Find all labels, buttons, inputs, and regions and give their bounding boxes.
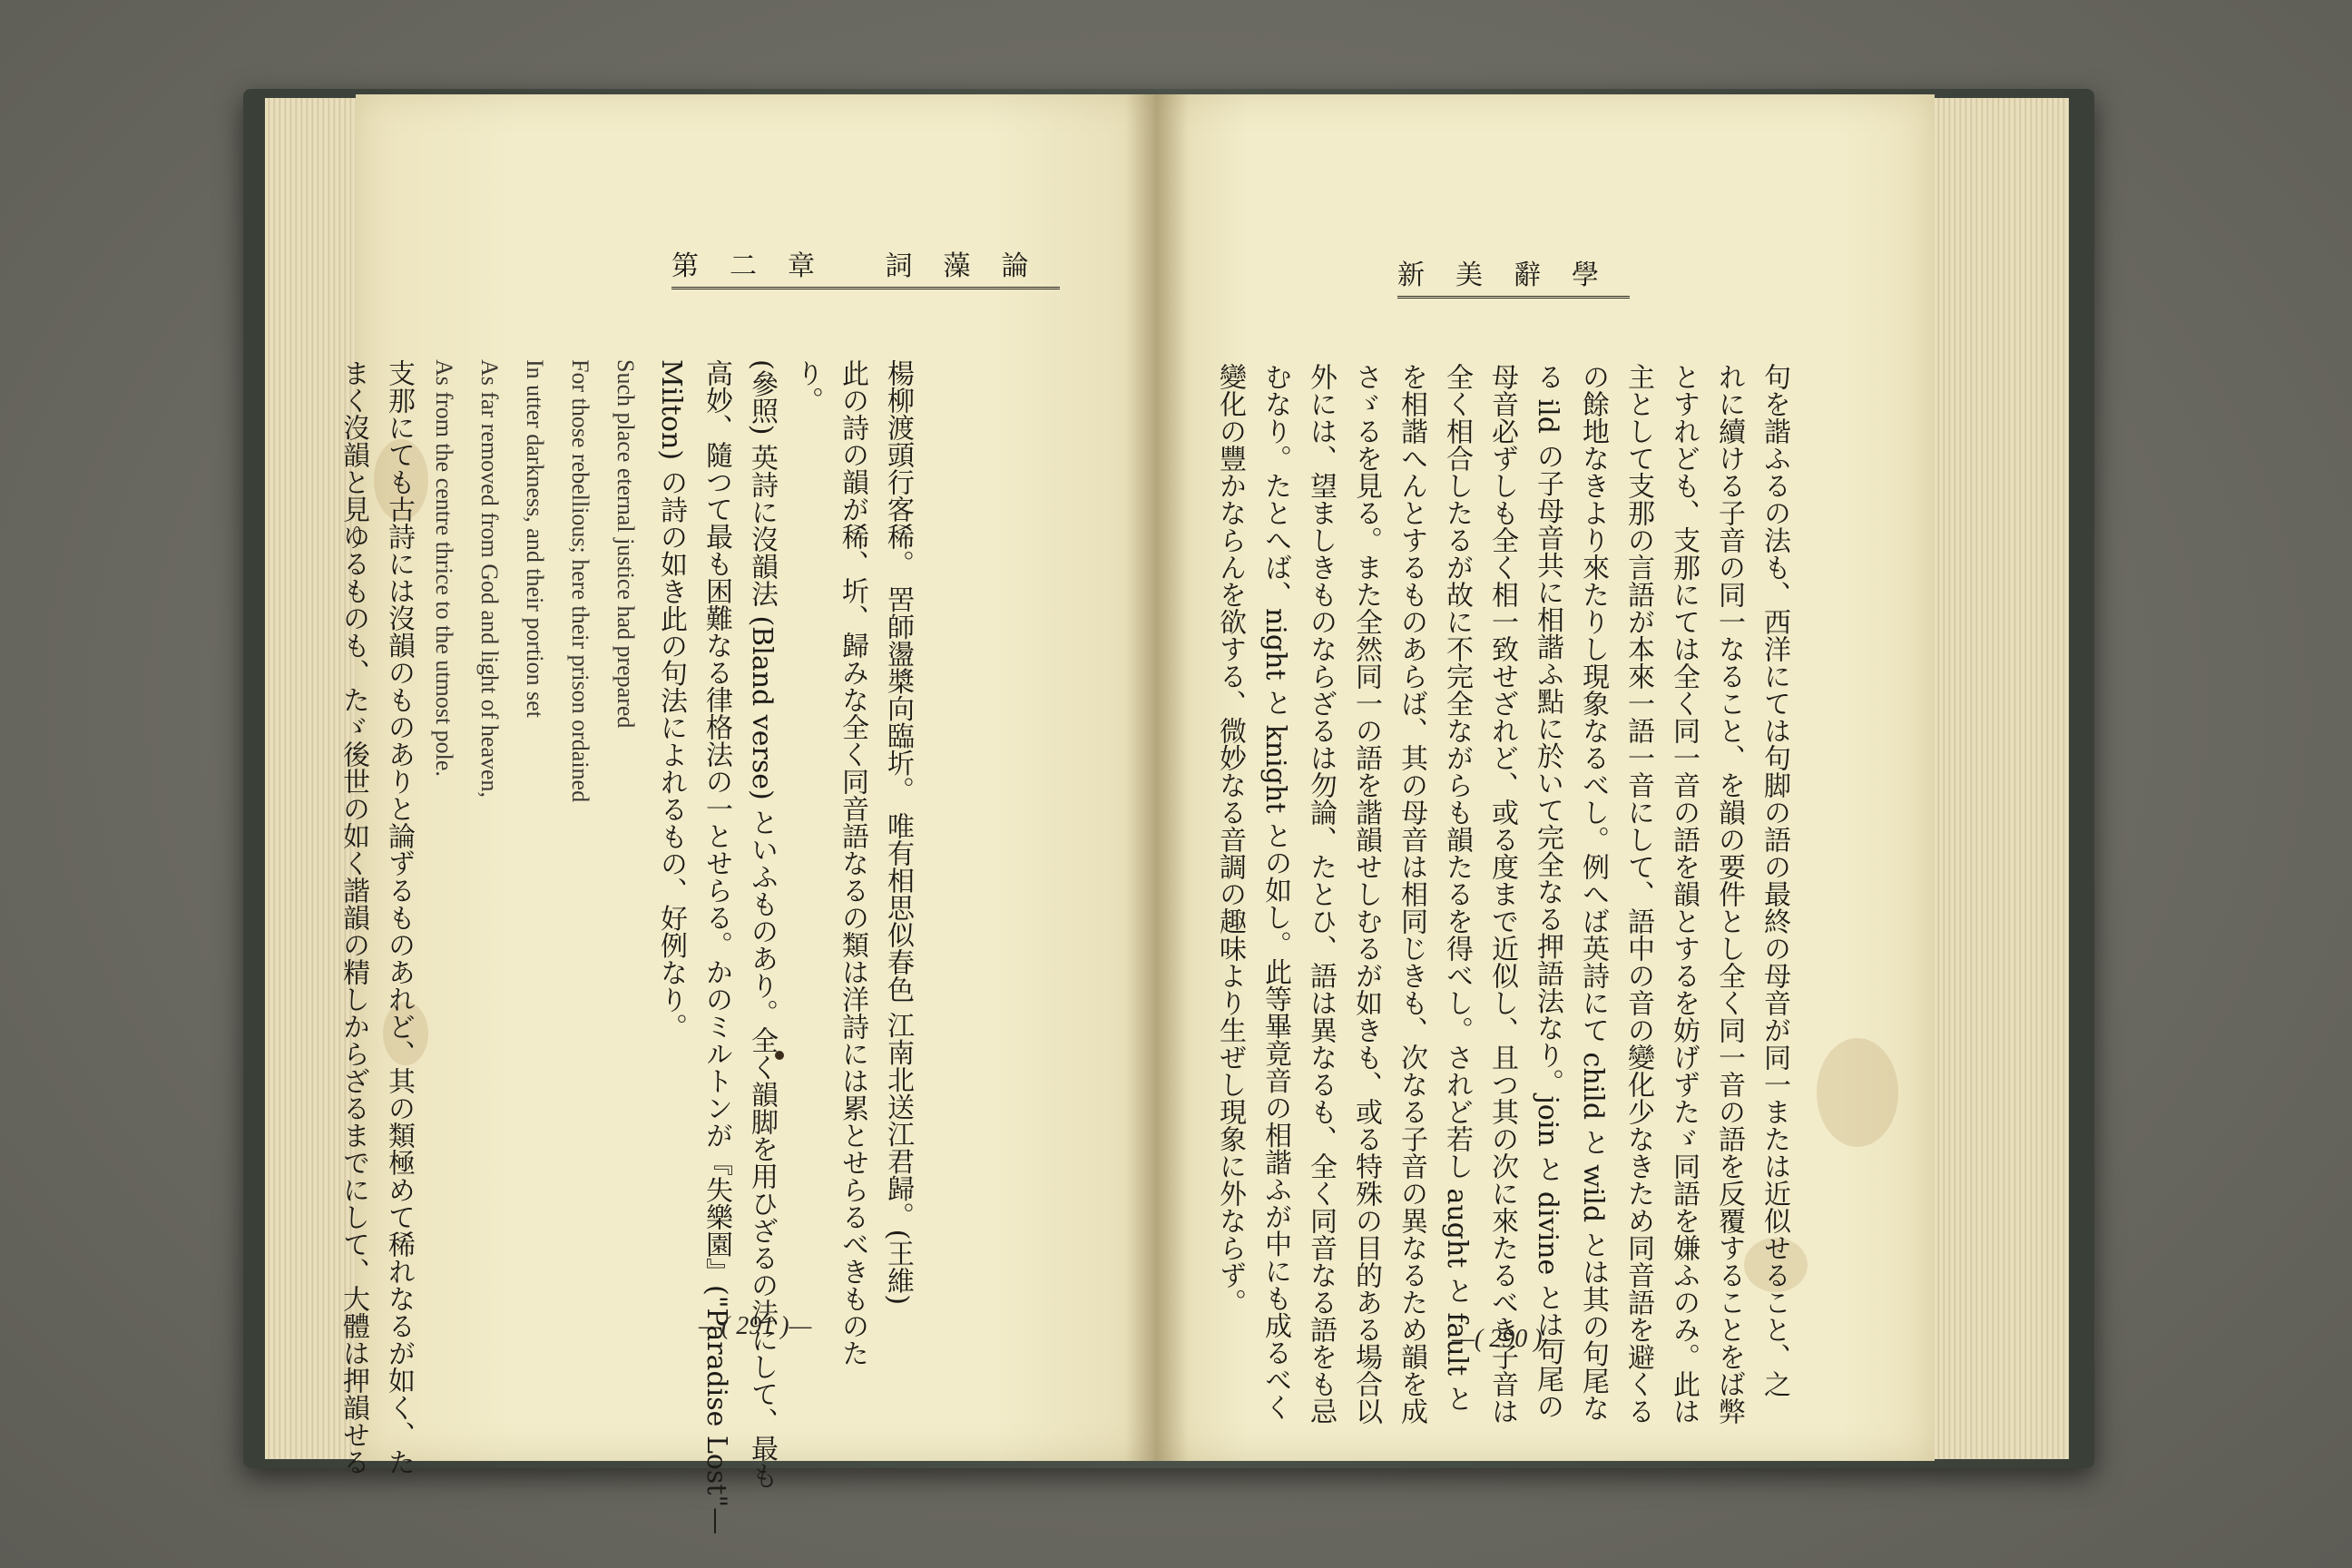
right-page-edges <box>1924 98 2069 1459</box>
text-line: 全く相合したるが故に不完全ながらも韻たるを得べし。されど若し aught と fault と <box>1441 363 1473 1412</box>
text-line: さゞるを見る。また全然同一の語を諧韻せしむるが如きも、或る特殊の目的ある場合以 <box>1350 363 1382 1425</box>
text-line: 母音必ずしも全く相一致せざれど、或る度まで近似し、且つ其の次に來たるべき子音は <box>1486 363 1518 1425</box>
text-line: を相諧へんとするものあらば、其の母音は相同じきも、次なる子音の異なるため韻を成 <box>1396 363 1427 1425</box>
page-number-right: —( 290 )— <box>1452 1325 1565 1353</box>
text-line: れに續ける子音の同一なること、を韻の要件とし全く同一音の語を反覆することをば弊 <box>1713 363 1745 1425</box>
running-header-right: 新美辭學 <box>1397 252 1630 299</box>
text-line: 變化の豐かならんを欲する、微妙なる音調の趣味より生ぜし現象に外ならず。 <box>1214 363 1246 1316</box>
book-gutter <box>1125 94 1189 1461</box>
text-line: 此の詩の韻が稀、圻、歸みな全く同音語なるの類は洋詩には累とせらるべきものた <box>837 359 868 1367</box>
foxing-stain <box>1817 1038 1898 1147</box>
poem-line: As far removed from God and light of heaven, <box>476 359 503 799</box>
text-line: り。 <box>791 359 823 414</box>
running-header-left: 第二章 詞藻論 <box>671 243 1060 289</box>
text-line: むなり。たとへば、night と knight との如し。此等畢竟音の相諧ふが中にも成るべく <box>1259 363 1291 1421</box>
text-line: (參照) 英詩に沒韻法 (Bland verse) といふものあり。全く韻脚を用ひざるの法にして、最も <box>746 359 778 1490</box>
text-line: まく沒韻と見ゆるものも、たゞ後世の如く諧韻の精しからざるまでにして、大體は押韻せる <box>338 359 369 1475</box>
text-line: 外には、望ましきものならざるは勿論、たとひ、語は異なるも、全く同音なる語をも忌 <box>1305 363 1337 1425</box>
text-line: 高妙、隨つて最も困難なる律格法の一とせらる。かのミルトンが『失樂園』("Paradise Lost"— <box>701 359 732 1535</box>
text-line: る ild の子母音共に相諧ふ點に於いて完全なる押語法なり。join と divine とは句尾の <box>1532 363 1563 1420</box>
text-line: Milton) の詩の如き此の句法によれるもの、好例なり。 <box>655 359 687 1041</box>
text-line: 句を諧ふるの法も、西洋にては句脚の語の最終の母音が同一または近似せること、之 <box>1759 363 1790 1397</box>
text-line: とすれども、支那にては全く同一音の語を韻とするを妨げずたゞ同語を嫌ふのみ。此は <box>1668 363 1700 1425</box>
text-line: 主として支那の言語が本來一語一音にして、語中の音の變化少なきため同音語を避くる <box>1622 363 1654 1425</box>
page-number-left: —( 291 )— <box>699 1312 812 1340</box>
poem-line: As from the centre thrice to the utmost pole. <box>431 359 457 777</box>
poem-line: In utter darkness, and their portion set <box>522 359 548 718</box>
text-line: の餘地なきより來たりし現象なるべし。例へば英詩にて child と wild とは其の句尾な <box>1577 363 1609 1422</box>
text-line: 楊柳渡頭行客稀。 罟師盪槳向臨圻。 唯有相思似春色 江南北送江君歸。(王維) <box>882 359 914 1306</box>
poem-line: Such place eternal justice had prepared <box>612 359 639 729</box>
poem-line: For those rebellious; here their prison ordained <box>567 359 593 803</box>
text-line: 支那にても古詩には沒韻のものありと論ずるものあれど、其の類極めて稀れなるが如く、た <box>383 359 415 1475</box>
